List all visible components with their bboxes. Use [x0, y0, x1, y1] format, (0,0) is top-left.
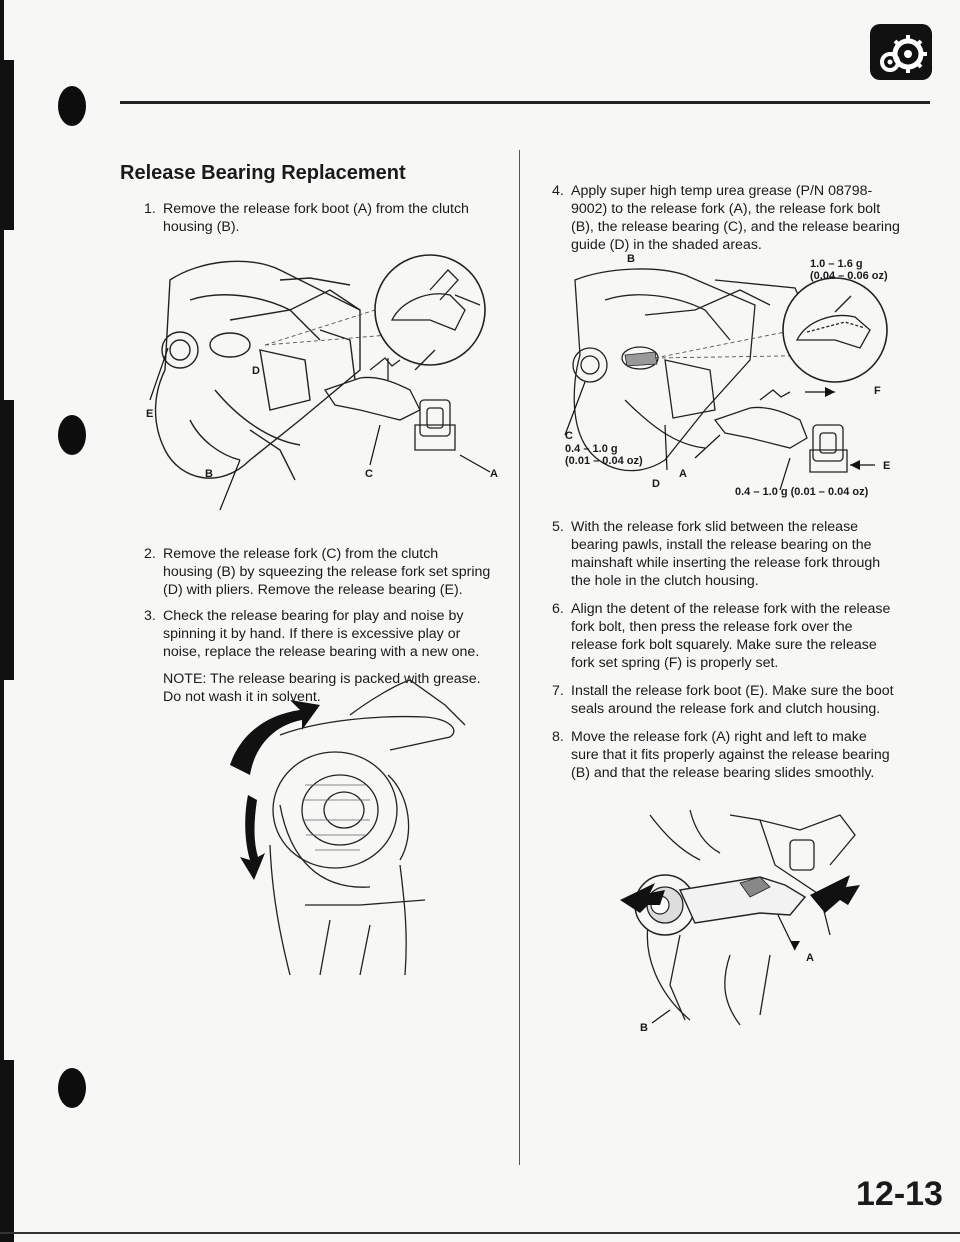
step-text-line: housing (B). [163, 219, 240, 235]
step-text-line: Remove the release fork boot (A) from the clutch [163, 201, 469, 217]
binder-tab [0, 60, 14, 230]
step-text-line: the hole in the clutch housing. [571, 573, 759, 589]
step-text-line: noise, replace the release bearing with a new one. [163, 644, 480, 660]
step-7 [552, 682, 932, 722]
binder-tab [0, 400, 14, 680]
step-text-line: mainshaft while inserting the release fork through [571, 555, 881, 571]
step-text-line: Remove the release fork (C) from the clutch [163, 546, 439, 562]
note-text-line: Do not wash it in solvent. [163, 689, 321, 705]
step-number: 5. [552, 519, 564, 535]
figure-label: B [205, 468, 213, 480]
page-number: 12-13 [856, 1175, 943, 1213]
figure-label: E [883, 460, 891, 472]
note-text-line: NOTE: The release bearing is packed with grease. [163, 671, 481, 687]
step-number: 3. [144, 608, 156, 624]
step-text-line: spinning it by hand. If there is excessive play or [163, 626, 461, 642]
figure-label: A [490, 468, 498, 480]
step-text-line: bearing pawls, install the release bearing on the [571, 537, 872, 553]
step-5 [552, 518, 932, 594]
figure-label: F [874, 385, 881, 397]
step-text-line: (B) and that the release bearing slides smoothly. [571, 765, 875, 781]
step-text-line: release fork bolt squarely. Make sure the release [571, 637, 877, 653]
step-text-line: Check the release bearing for play and noise by [163, 608, 464, 624]
footer-rule [0, 1232, 960, 1234]
step-text-line: With the release fork slid between the release [571, 519, 859, 535]
step-1 [144, 200, 504, 240]
step-number: 2. [144, 546, 156, 562]
step-text-line: (B), the release bearing (C), and the release bearing [571, 219, 900, 235]
step-text-line: seals around the release fork and clutch housing. [571, 701, 881, 717]
step-text-line: fork set spring (F) is properly set. [571, 655, 779, 671]
step-3 [144, 607, 514, 665]
grease-amount-left [565, 443, 643, 467]
figure-label: D [252, 365, 260, 377]
column-divider [519, 150, 520, 1165]
step-number: 4. [552, 183, 564, 199]
grease-amount-line: 1.0 – 1.6 g [810, 258, 863, 270]
grease-amount-line: 0.4 – 1.0 g [565, 443, 618, 455]
grease-amount-bottom: 0.4 – 1.0 g (0.01 – 0.04 oz) [735, 486, 869, 498]
transmission-gears-icon [870, 24, 932, 80]
step-text-line: Install the release fork boot (E). Make sure the boot [571, 683, 894, 699]
step-6 [552, 600, 932, 676]
step-2 [144, 545, 514, 603]
step-text-line: Move the release fork (A) right and left to make [571, 729, 867, 745]
figure-label: E [146, 408, 154, 420]
figure-release-fork-boot-removal [130, 250, 510, 550]
binder-hole [58, 415, 86, 455]
figure-label: B [627, 253, 635, 265]
step-text-line: 9002) to the release fork (A), the release fork bolt [571, 201, 881, 217]
figure-label: C [365, 468, 373, 480]
step-4 [552, 182, 932, 258]
step-number: 1. [144, 201, 156, 217]
step-number: 8. [552, 729, 564, 745]
header-rule [120, 101, 930, 104]
figure-fork-movement-check [610, 805, 890, 1035]
figure-bearing-spin-check [210, 675, 510, 1005]
binder-hole [58, 1068, 86, 1108]
step-8 [552, 728, 932, 786]
grease-amount-line: (0.01 – 0.04 oz) [565, 455, 643, 467]
binder-hole [58, 86, 86, 126]
step-text-line: (D) with pliers. Remove the release bearing (E). [163, 582, 463, 598]
step-text-line: guide (D) in the shaded areas. [571, 237, 762, 253]
step-number: 7. [552, 683, 564, 699]
step-text-line: Align the detent of the release fork with the release [571, 601, 891, 617]
step-text-line: housing (B) by squeezing the release fork set spring [163, 564, 491, 580]
step-number: 6. [552, 601, 564, 617]
step-text-line: fork bolt, then press the release fork over the [571, 619, 853, 635]
figure-label: A [679, 468, 687, 480]
binder-tab [0, 1060, 14, 1242]
step-text-line: sure that it fits properly against the release bearing [571, 747, 890, 763]
figure-label: C [565, 430, 573, 442]
grease-amount-top [810, 258, 888, 282]
figure-label: B [640, 1022, 648, 1034]
grease-amount-line: (0.04 – 0.06 oz) [810, 270, 888, 282]
step-text-line: Apply super high temp urea grease (P/N 08798- [571, 183, 873, 199]
figure-label: A [806, 952, 814, 964]
section-title: Release Bearing Replacement [120, 162, 406, 184]
figure-label: D [652, 478, 660, 490]
